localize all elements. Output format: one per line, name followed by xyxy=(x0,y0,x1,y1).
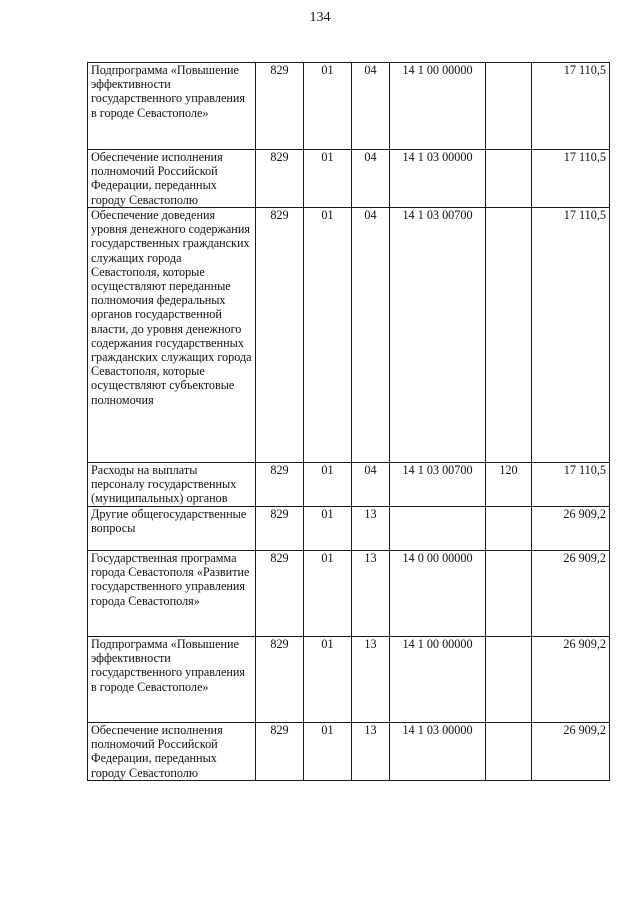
table-row xyxy=(88,208,610,463)
subsection-code: 04 xyxy=(352,463,390,507)
ministry-code: 829 xyxy=(256,150,304,208)
amount: 17 110,5 xyxy=(532,150,610,208)
expense-type-code xyxy=(486,208,532,463)
ministry-code: 829 xyxy=(256,208,304,463)
ministry-code: 829 xyxy=(256,507,304,551)
subsection-code: 04 xyxy=(352,150,390,208)
target-article-code: 14 0 00 00000 xyxy=(390,551,486,637)
amount: 26 909,2 xyxy=(532,551,610,637)
row-name: Подпрограмма «Повышение эффективности государственного управления в городе Севастополе» xyxy=(88,637,256,723)
section-code: 01 xyxy=(304,63,352,150)
ministry-code: 829 xyxy=(256,551,304,637)
page-number: 134 xyxy=(309,10,331,25)
table-row xyxy=(88,637,610,723)
section-code: 01 xyxy=(304,723,352,781)
expense-type-code xyxy=(486,507,532,551)
ministry-code: 829 xyxy=(256,63,304,150)
budget-table xyxy=(87,62,610,781)
subsection-code: 13 xyxy=(352,723,390,781)
row-name: Обеспечение исполнения полномочий Российской Федерации, переданных городу Севастополю xyxy=(88,723,256,781)
target-article-code xyxy=(390,507,486,551)
subsection-code: 13 xyxy=(352,507,390,551)
target-article-code: 14 1 03 00700 xyxy=(390,208,486,463)
ministry-code: 829 xyxy=(256,463,304,507)
expense-type-code xyxy=(486,150,532,208)
subsection-code: 04 xyxy=(352,208,390,463)
expense-type-code: 120 xyxy=(486,463,532,507)
subsection-code: 13 xyxy=(352,637,390,723)
amount: 17 110,5 xyxy=(532,63,610,150)
row-name: Расходы на выплаты персоналу государственных (муниципальных) органов xyxy=(88,463,256,507)
table-row xyxy=(88,150,610,208)
row-name: Обеспечение доведения уровня денежного содержания государственных гражданских служащих города Севастополя, которые осуществляют переданные полномочия федеральных органов государственной власти, до уровня денежного содержания государственных гражданских служащих города Севастополя, которые осуществляют субъектовые полномочия xyxy=(88,208,256,463)
expense-type-code xyxy=(486,723,532,781)
expense-type-code xyxy=(486,63,532,150)
section-code: 01 xyxy=(304,150,352,208)
table-row xyxy=(88,463,610,507)
ministry-code: 829 xyxy=(256,723,304,781)
target-article-code: 14 1 03 00000 xyxy=(390,150,486,208)
section-code: 01 xyxy=(304,208,352,463)
expense-type-code xyxy=(486,637,532,723)
section-code: 01 xyxy=(304,551,352,637)
table-row xyxy=(88,507,610,551)
row-name: Подпрограмма «Повышение эффективности государственного управления в городе Севастополе» xyxy=(88,63,256,150)
row-name: Обеспечение исполнения полномочий Российской Федерации, переданных городу Севастополю xyxy=(88,150,256,208)
table-row xyxy=(88,63,610,150)
row-name: Государственная программа города Севастополя «Развитие государственного управления города Севастополя» xyxy=(88,551,256,637)
amount: 26 909,2 xyxy=(532,723,610,781)
table-row xyxy=(88,551,610,637)
subsection-code: 04 xyxy=(352,63,390,150)
expense-type-code xyxy=(486,551,532,637)
subsection-code: 13 xyxy=(352,551,390,637)
row-name: Другие общегосударственные вопросы xyxy=(88,507,256,551)
amount: 17 110,5 xyxy=(532,208,610,463)
amount: 26 909,2 xyxy=(532,637,610,723)
section-code: 01 xyxy=(304,507,352,551)
target-article-code: 14 1 03 00000 xyxy=(390,723,486,781)
ministry-code: 829 xyxy=(256,637,304,723)
target-article-code: 14 1 00 00000 xyxy=(390,63,486,150)
target-article-code: 14 1 03 00700 xyxy=(390,463,486,507)
table-row xyxy=(88,723,610,781)
amount: 26 909,2 xyxy=(532,507,610,551)
amount: 17 110,5 xyxy=(532,463,610,507)
section-code: 01 xyxy=(304,637,352,723)
section-code: 01 xyxy=(304,463,352,507)
target-article-code: 14 1 00 00000 xyxy=(390,637,486,723)
